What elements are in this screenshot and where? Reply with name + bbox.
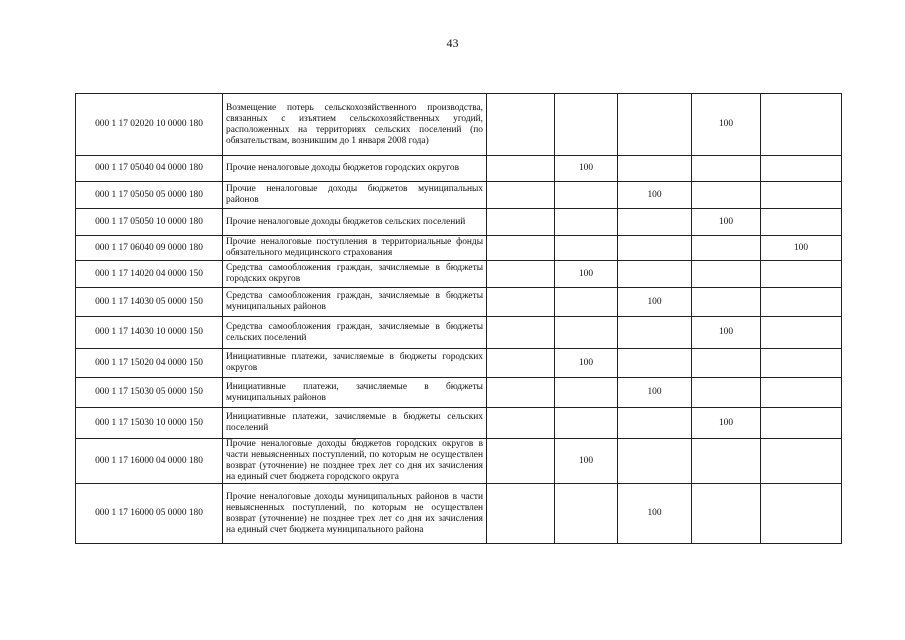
- income-name-cell: Средства самообложения граждан, зачисляемые в бюджеты городских округов: [223, 261, 487, 288]
- table-row: [76, 317, 842, 349]
- income-code-cell: 000 1 17 02020 10 0000 180: [76, 94, 223, 156]
- normative-value-cell: [761, 484, 842, 544]
- normative-value-cell: [555, 484, 618, 544]
- income-name-cell: Прочие неналоговые доходы бюджетов муниципальных районов: [223, 182, 487, 209]
- normative-value-cell: [487, 261, 555, 288]
- normative-value-cell: [487, 94, 555, 156]
- normative-value-cell: [761, 288, 842, 317]
- normative-value-cell: [618, 209, 692, 236]
- income-code-cell: 000 1 17 14020 04 0000 150: [76, 261, 223, 288]
- normative-value-cell: [761, 408, 842, 439]
- normative-value-cell: [555, 408, 618, 439]
- normative-value-cell: [761, 94, 842, 156]
- normative-value-cell: 100: [692, 408, 761, 439]
- normative-value-cell: [692, 236, 761, 261]
- normative-value-cell: [761, 182, 842, 209]
- table-row: [76, 439, 842, 484]
- income-code-cell: 000 1 17 05040 04 0000 180: [76, 156, 223, 182]
- normative-value-cell: 100: [761, 236, 842, 261]
- page-number: 43: [446, 36, 459, 50]
- normative-value-cell: [618, 261, 692, 288]
- normative-value-cell: [487, 378, 555, 408]
- normative-value-cell: [761, 439, 842, 484]
- normative-value-cell: [487, 408, 555, 439]
- normative-value-cell: 100: [555, 261, 618, 288]
- income-code-cell: 000 1 17 16000 04 0000 180: [76, 439, 223, 484]
- income-code-cell: 000 1 17 15030 10 0000 150: [76, 408, 223, 439]
- normative-value-cell: [761, 209, 842, 236]
- income-code-cell: 000 1 17 06040 09 0000 180: [76, 236, 223, 261]
- normative-value-cell: [692, 378, 761, 408]
- table-row: [76, 182, 842, 209]
- normative-value-cell: [555, 209, 618, 236]
- normative-value-cell: [487, 288, 555, 317]
- income-name-cell: Прочие неналоговые доходы муниципальных районов в части невыясненных поступлений, по которым не осуществлен возврат (уточнение) не позднее трех лет со дня их зачисления на единый счет бюджета муниципального района: [223, 484, 487, 544]
- normative-value-cell: [692, 261, 761, 288]
- income-name-cell: Средства самообложения граждан, зачисляемые в бюджеты муниципальных районов: [223, 288, 487, 317]
- table-row: [76, 484, 842, 544]
- income-name-cell: Прочие неналоговые поступления в территориальные фонды обязательного медицинского страхования: [223, 236, 487, 261]
- table-row: [76, 349, 842, 378]
- normative-value-cell: [761, 156, 842, 182]
- normative-value-cell: [761, 317, 842, 349]
- normative-value-cell: [487, 236, 555, 261]
- normative-value-cell: [487, 439, 555, 484]
- normative-value-cell: [618, 236, 692, 261]
- budget-classification-table: [75, 93, 842, 544]
- income-name-cell: Прочие неналоговые доходы бюджетов городских округов: [223, 156, 487, 182]
- normative-value-cell: 100: [692, 94, 761, 156]
- normative-value-cell: 100: [618, 288, 692, 317]
- table-row: [76, 156, 842, 182]
- table-row: [76, 408, 842, 439]
- normative-value-cell: 100: [618, 484, 692, 544]
- normative-value-cell: [487, 182, 555, 209]
- normative-value-cell: 100: [555, 439, 618, 484]
- income-code-cell: 000 1 17 05050 05 0000 180: [76, 182, 223, 209]
- income-name-cell: Инициативные платежи, зачисляемые в бюджеты городских округов: [223, 349, 487, 378]
- income-code-cell: 000 1 17 14030 05 0000 150: [76, 288, 223, 317]
- normative-value-cell: [487, 156, 555, 182]
- normative-value-cell: 100: [618, 182, 692, 209]
- normative-value-cell: [618, 156, 692, 182]
- normative-value-cell: [692, 156, 761, 182]
- normative-value-cell: [618, 439, 692, 484]
- table-row: [76, 288, 842, 317]
- table-row: [76, 261, 842, 288]
- normative-value-cell: [761, 349, 842, 378]
- normative-value-cell: [618, 349, 692, 378]
- table-row: [76, 378, 842, 408]
- income-name-cell: Инициативные платежи, зачисляемые в бюджеты муниципальных районов: [223, 378, 487, 408]
- normative-value-cell: [692, 484, 761, 544]
- income-code-cell: 000 1 17 16000 05 0000 180: [76, 484, 223, 544]
- income-code-cell: 000 1 17 14030 10 0000 150: [76, 317, 223, 349]
- income-code-cell: 000 1 17 05050 10 0000 180: [76, 209, 223, 236]
- normative-value-cell: [692, 439, 761, 484]
- normative-value-cell: [555, 317, 618, 349]
- normative-value-cell: [555, 94, 618, 156]
- normative-value-cell: [692, 349, 761, 378]
- table-row: [76, 94, 842, 156]
- income-name-cell: Возмещение потерь сельскохозяйственного производства, связанных с изъятием сельскохозяйственных угодий, расположенных на территориях сельских поселений (по обязательствам, возникшим до 1 января 2008 года): [223, 94, 487, 156]
- normative-value-cell: [487, 349, 555, 378]
- normative-value-cell: 100: [692, 317, 761, 349]
- normative-value-cell: 100: [555, 349, 618, 378]
- normative-value-cell: [761, 378, 842, 408]
- normative-value-cell: [555, 182, 618, 209]
- normative-value-cell: [618, 408, 692, 439]
- normative-value-cell: [487, 484, 555, 544]
- normative-value-cell: 100: [692, 209, 761, 236]
- normative-value-cell: [487, 209, 555, 236]
- income-name-cell: Прочие неналоговые доходы бюджетов городских округов в части невыясненных поступлений, по которым не осуществлен возврат (уточнение) не позднее трех лет со дня их зачисления на единый счет бюджета городского округа: [223, 439, 487, 484]
- normative-value-cell: [555, 236, 618, 261]
- income-name-cell: Инициативные платежи, зачисляемые в бюджеты сельских поселений: [223, 408, 487, 439]
- normative-value-cell: [761, 261, 842, 288]
- income-code-cell: 000 1 17 15020 04 0000 150: [76, 349, 223, 378]
- income-name-cell: Средства самообложения граждан, зачисляемые в бюджеты сельских поселений: [223, 317, 487, 349]
- normative-value-cell: 100: [555, 156, 618, 182]
- table-row: [76, 209, 842, 236]
- normative-value-cell: [692, 288, 761, 317]
- income-code-cell: 000 1 17 15030 05 0000 150: [76, 378, 223, 408]
- normative-value-cell: [618, 94, 692, 156]
- normative-value-cell: 100: [618, 378, 692, 408]
- normative-value-cell: [555, 288, 618, 317]
- normative-value-cell: [555, 378, 618, 408]
- income-name-cell: Прочие неналоговые доходы бюджетов сельских поселений: [223, 209, 487, 236]
- table-row: [76, 236, 842, 261]
- normative-value-cell: [487, 317, 555, 349]
- normative-value-cell: [618, 317, 692, 349]
- normative-value-cell: [692, 182, 761, 209]
